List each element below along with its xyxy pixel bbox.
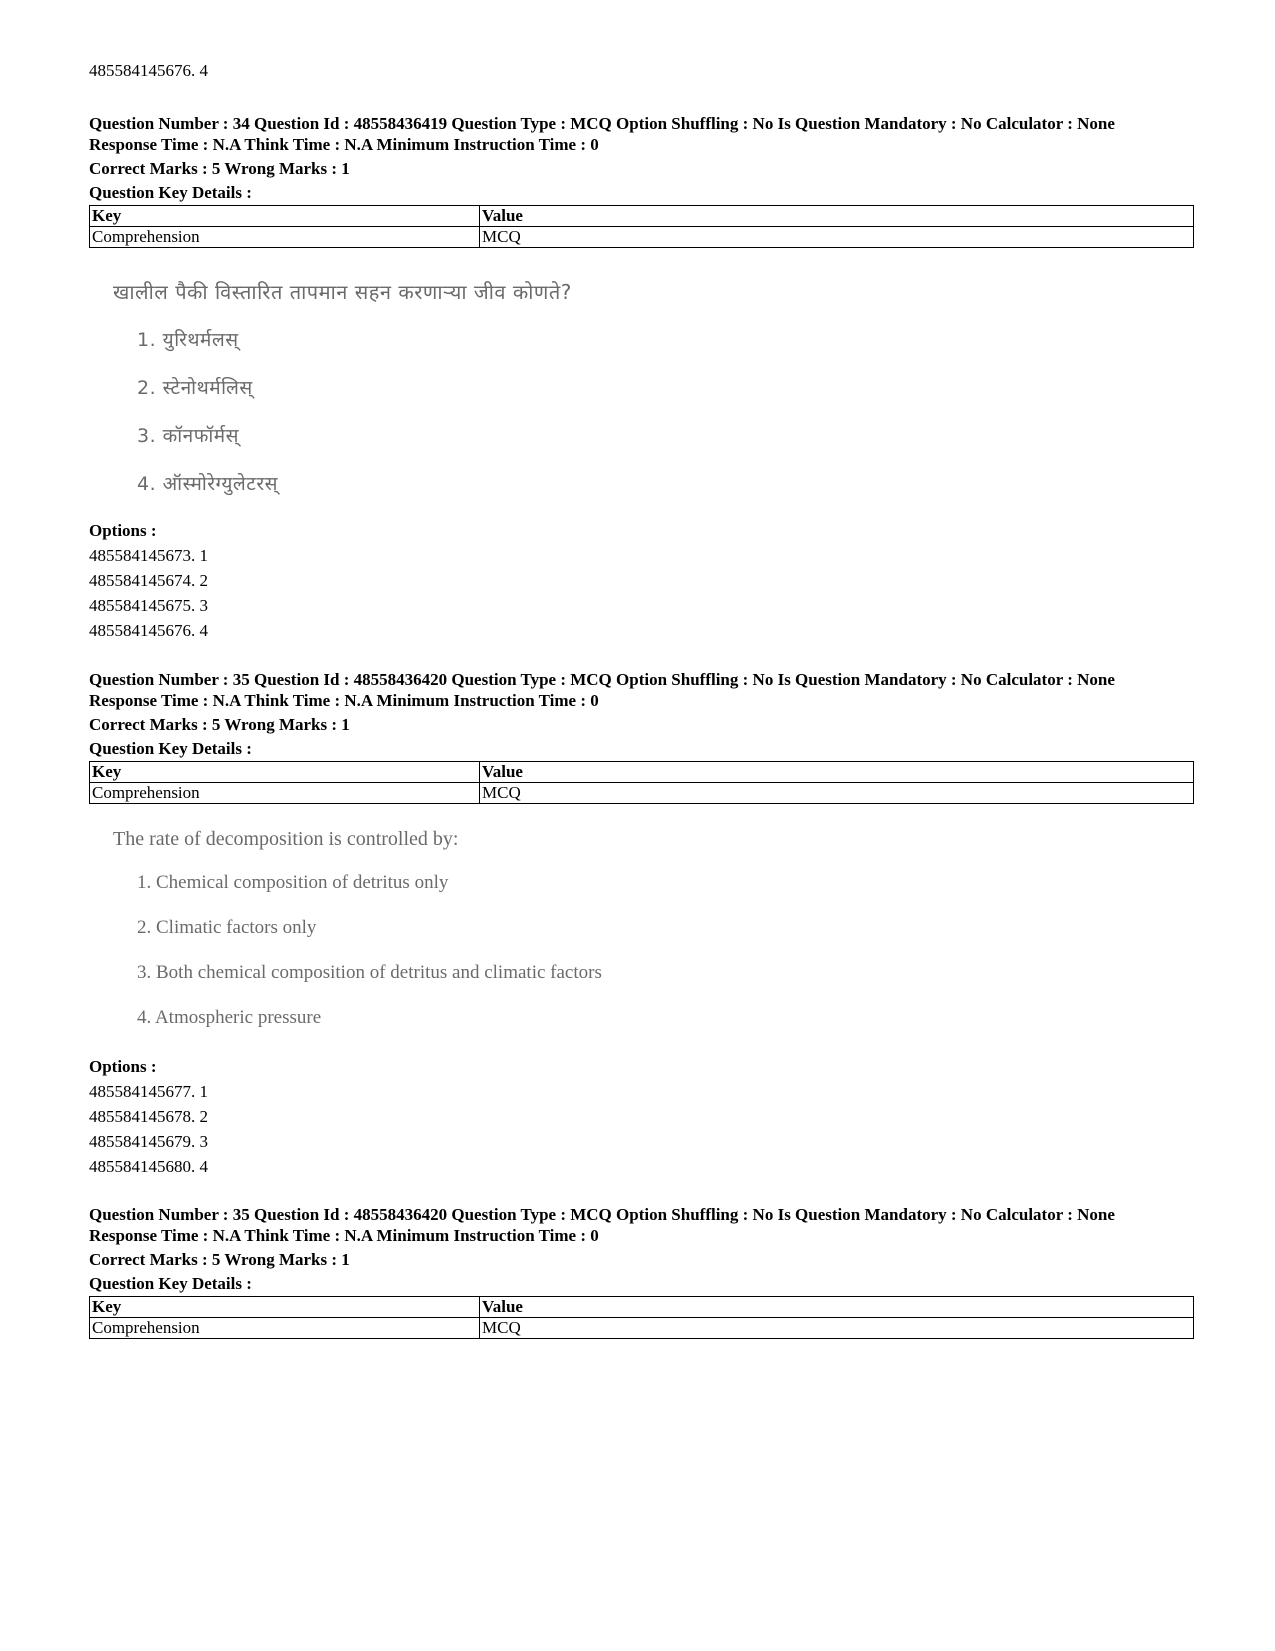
question-header-line1: Question Number : 35 Question Id : 48558436420 Question Type : MCQ Option Shuffling : No Is Question Mandatory : No Calculator : None <box>89 1205 1115 1224</box>
option-line: 485584145676. 4 <box>89 621 208 640</box>
option-line: 485584145678. 2 <box>89 1107 208 1126</box>
key-details-label: Question Key Details : <box>89 183 252 202</box>
key-details-label: Question Key Details : <box>89 1274 252 1293</box>
choice-2: 2. स्टेनोथर्मलिस् <box>137 377 253 399</box>
question-key-table <box>89 1296 1194 1339</box>
question-header-line1: Question Number : 34 Question Id : 48558436419 Question Type : MCQ Option Shuffling : No Is Question Mandatory : No Calculator : None <box>89 114 1115 133</box>
choice-4: 4. Atmospheric pressure <box>137 1007 322 1028</box>
value-cell: MCQ <box>480 1318 1194 1339</box>
choice-1: 1. Chemical composition of detritus only <box>137 872 449 893</box>
question-header-line2: Response Time : N.A Think Time : N.A Minimum Instruction Time : 0 <box>89 135 599 154</box>
table-row <box>90 227 1194 248</box>
question-stem: The rate of decomposition is controlled by: <box>113 828 459 850</box>
table-header-row <box>90 762 1194 783</box>
question-stem: खालील पैकी विस्तारित तापमान सहन करणाऱ्या जीव कोणते? <box>113 280 572 304</box>
marks-line: Correct Marks : 5 Wrong Marks : 1 <box>89 1250 350 1269</box>
question-header-line2: Response Time : N.A Think Time : N.A Minimum Instruction Time : 0 <box>89 691 599 710</box>
question-block-34 <box>89 113 1194 248</box>
option-line: 485584145675. 3 <box>89 596 208 615</box>
key-details-label: Question Key Details : <box>89 739 252 758</box>
choice-3: 3. कॉनफॉर्मस् <box>137 425 240 447</box>
value-header-cell: Value <box>480 206 1194 227</box>
options-block-34 <box>89 518 208 643</box>
question-header-line1: Question Number : 35 Question Id : 48558436420 Question Type : MCQ Option Shuffling : No Is Question Mandatory : No Calculator : None <box>89 670 1115 689</box>
question-block-35 <box>89 669 1194 804</box>
value-cell: MCQ <box>480 227 1194 248</box>
option-line: 485584145673. 1 <box>89 546 208 565</box>
choice-2: 2. Climatic factors only <box>137 917 317 938</box>
question-block-35-repeat <box>89 1204 1194 1339</box>
table-row <box>90 1318 1194 1339</box>
value-cell: MCQ <box>480 783 1194 804</box>
marks-line: Correct Marks : 5 Wrong Marks : 1 <box>89 159 350 178</box>
key-header-cell: Key <box>90 762 480 783</box>
choice-3: 3. Both chemical composition of detritus and climatic factors <box>137 962 602 983</box>
question-image-35 <box>89 828 789 1038</box>
options-block-35 <box>89 1054 208 1179</box>
key-header-cell: Key <box>90 206 480 227</box>
value-header-cell: Value <box>480 762 1194 783</box>
choice-1: 1. युरिथर्मलस् <box>137 329 239 351</box>
question-image-34 <box>89 272 789 502</box>
option-line: 485584145679. 3 <box>89 1132 208 1151</box>
options-label: Options : <box>89 521 157 540</box>
option-line: 485584145680. 4 <box>89 1157 208 1176</box>
question-key-table <box>89 205 1194 248</box>
value-header-cell: Value <box>480 1297 1194 1318</box>
options-label: Options : <box>89 1057 157 1076</box>
key-cell: Comprehension <box>90 1318 480 1339</box>
question-header-line2: Response Time : N.A Think Time : N.A Minimum Instruction Time : 0 <box>89 1226 599 1245</box>
question-key-table <box>89 761 1194 804</box>
table-header-row <box>90 1297 1194 1318</box>
key-cell: Comprehension <box>90 227 480 248</box>
table-header-row <box>90 206 1194 227</box>
marks-line: Correct Marks : 5 Wrong Marks : 1 <box>89 715 350 734</box>
key-cell: Comprehension <box>90 783 480 804</box>
option-line: 485584145674. 2 <box>89 571 208 590</box>
choice-4: 4. ऑस्मोरेग्युलेटरस् <box>137 473 278 495</box>
table-row <box>90 783 1194 804</box>
option-line: 485584145677. 1 <box>89 1082 208 1101</box>
key-header-cell: Key <box>90 1297 480 1318</box>
previous-option-line: 485584145676. 4 <box>89 61 208 80</box>
